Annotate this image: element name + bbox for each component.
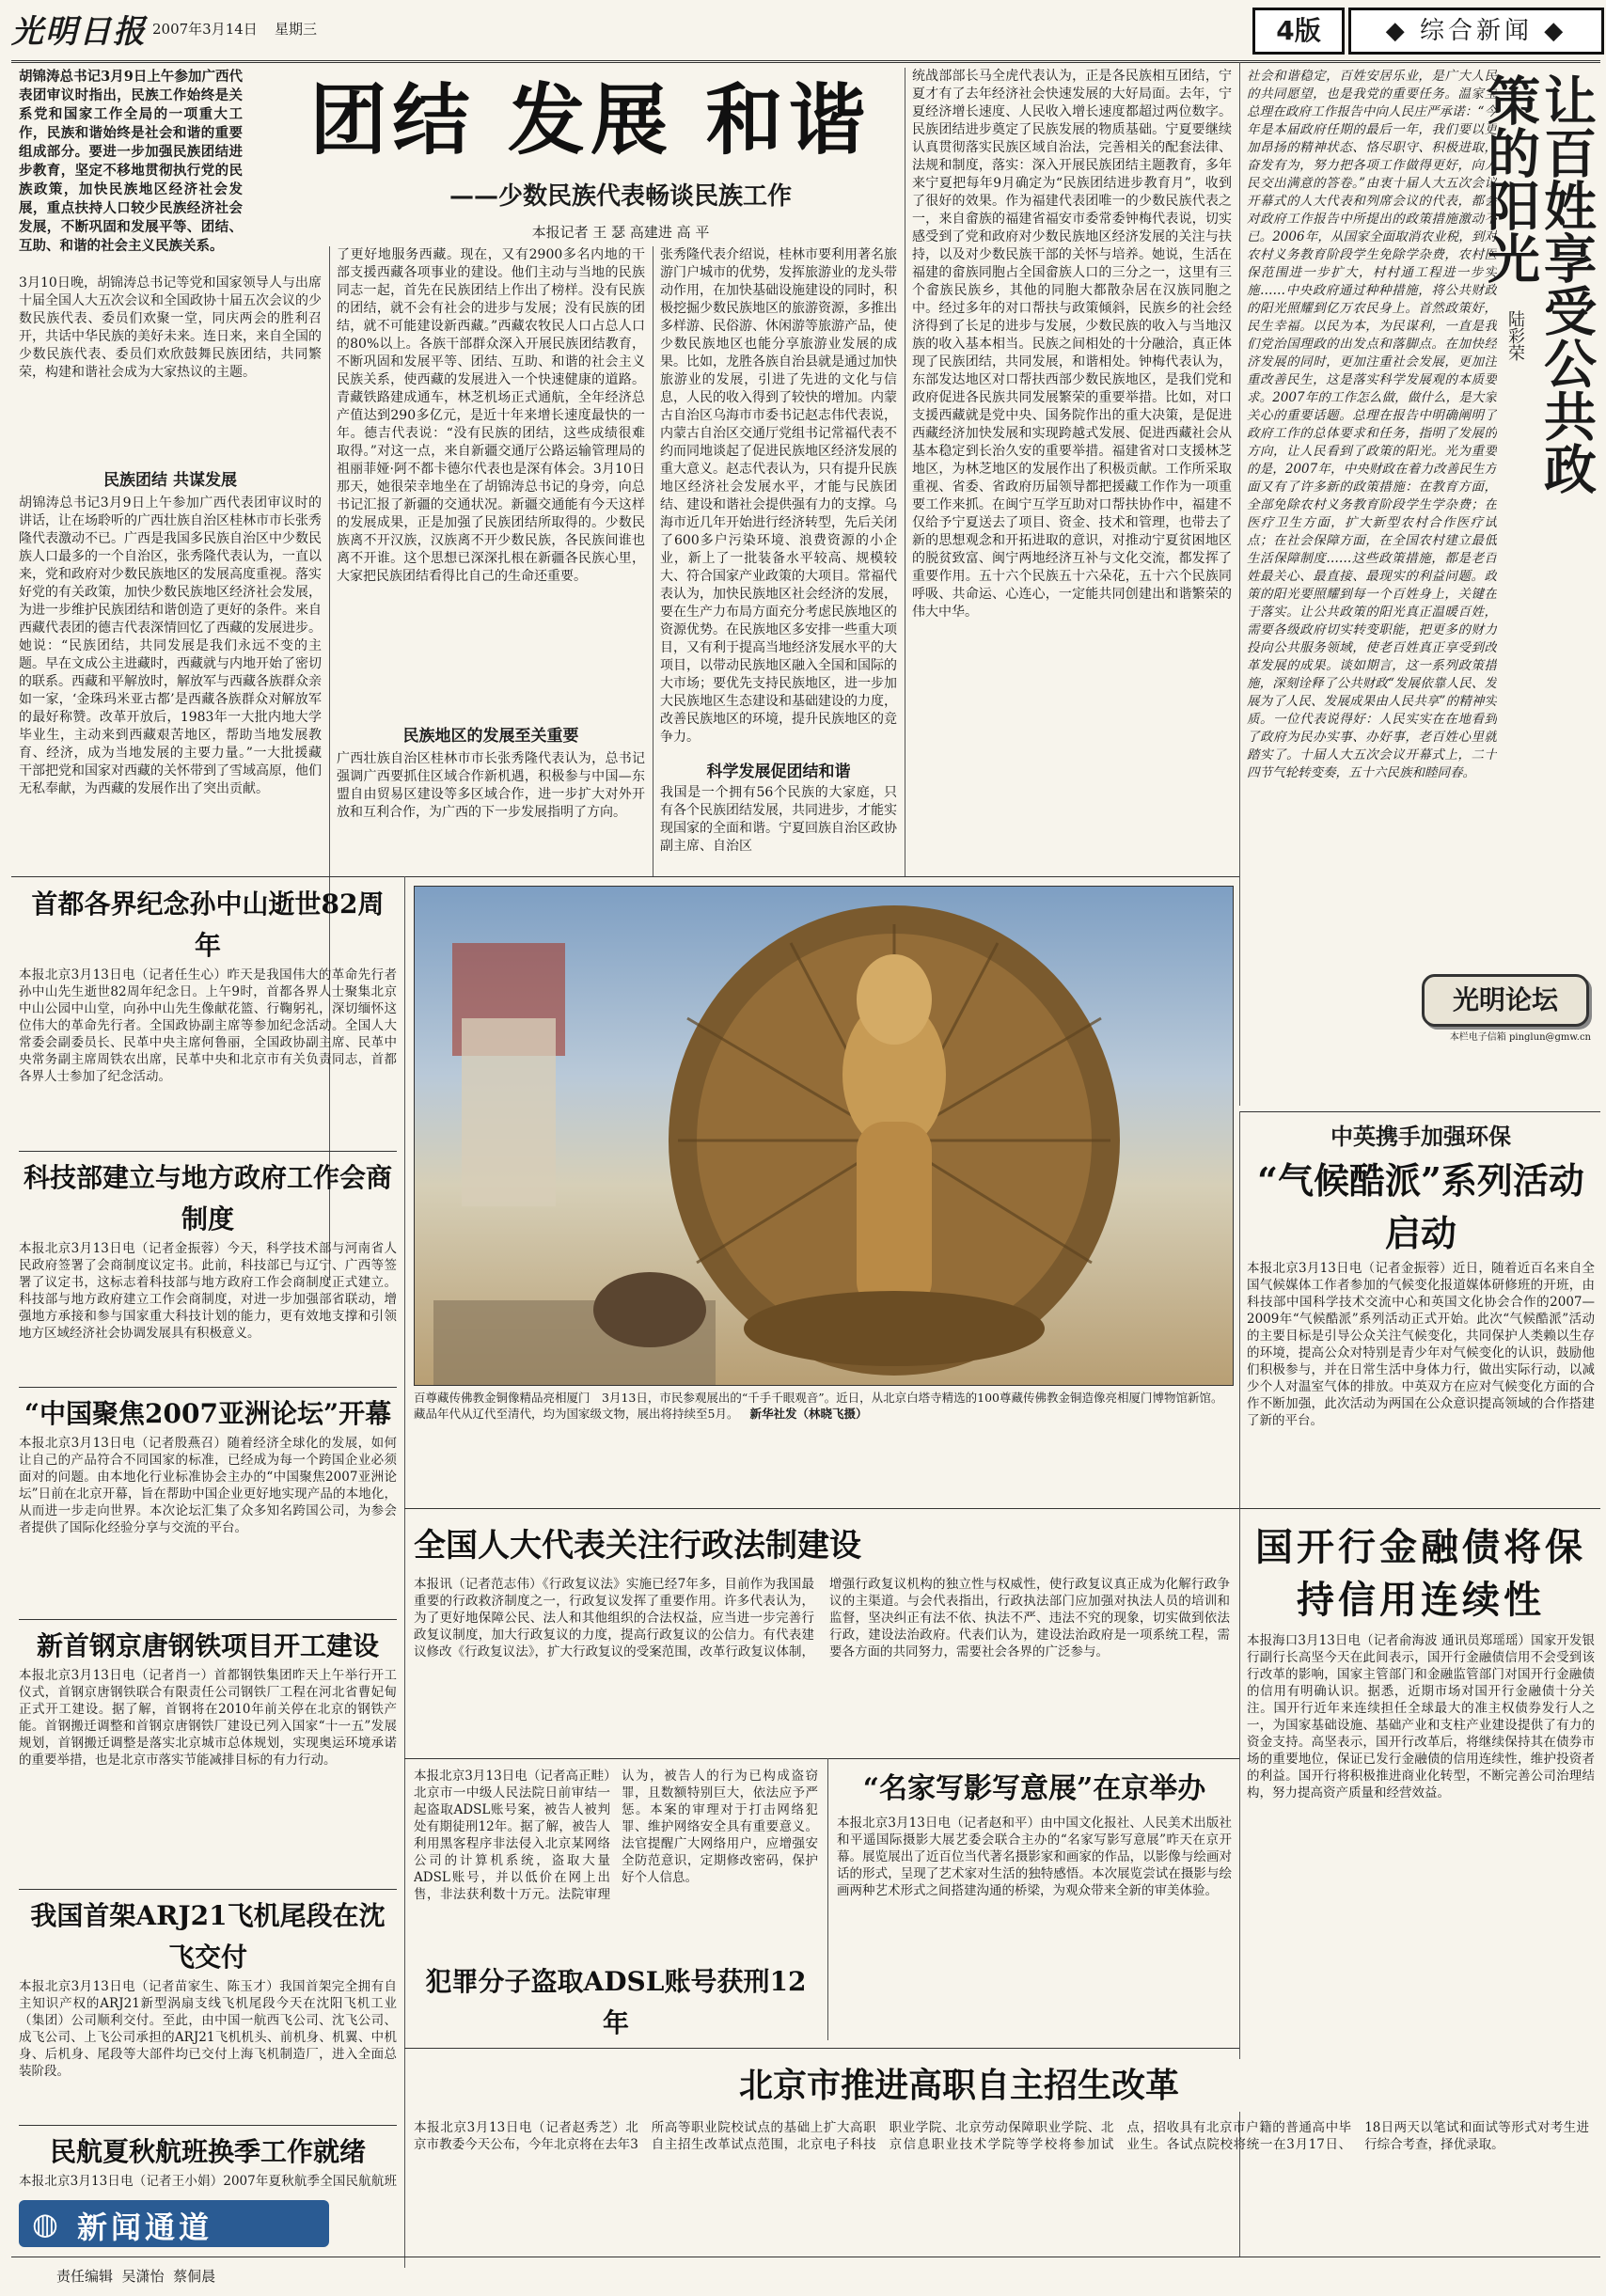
news-body: 本报海口3月13日电（记者俞海波 通讯员郑瑶瑶）国家开发银行副行长高坚今天在此间表示，国开行金融债信用不会受到该行改革的影响，国家主管部门和金融监管部门对国开行金融债的信用有明确认识。据悉，近期市场对国开行金融债十分关注。国开行近年来连续担任全球最大的准主权债券发行人之一，为国家基础设施、基础产业和支柱产业建设提供了有力的资金支持。高坚表示，国开行改革后，将继续保持其在债券市场的重要地位，保证已发行金融债的信用连续性，维护投资者的利益。国开行将积极推进商业化转型，不断完善公司治理结构，努力提高资产质量和经营效益。: [1247, 1633, 1595, 1801]
issue-weekday: 星期三: [275, 21, 318, 38]
lead-column-4: 统战部部长马全虎代表认为，正是各民族相互团结，宁夏才有了去年经济社会快速发展的大好局面。去年，宁夏经济增长速度、人民收入增长速度都超过两位数字。民族团结进步奠定了民族发展的物质基础。宁夏要继续认真贯彻落实民族区域自治法，完善相关的配套法律、法规和制度，落实：深入开展民族团结主题教育，多年来宁夏把每年9月确定为“民族团结进步教育月”，收到了很好的效果。作为福建代表团唯一的少数民族代表之一，来自畲族的福建省福安市委常委钟梅代表说，切实感受到了党和政府对少数民族地区经济发展的关注与扶持，以及对少数民族干部的关怀与培养。她说，生活在福建的畲族同胞占全国畲族人口的三分之一，这里有三个畲族民族乡，其他的同胞大都散杂居在汉族同胞之中。经过多年的对口帮扶与政策倾斜，民族乡的社会经济得到了长足的进步与发展，少数民族的收入与当地汉族的收入基本相当。民族之间相处的十分融洽，真正体现了民族团结，共同发展，和谐相处。钟梅代表认为，东部发达地区对口帮扶西部少数民族地区，是我们党和政府促进各民族共同发展繁荣的重要举措。比如，对口支援西藏就是党中央、国务院作出的重大决策，是促进西藏经济加快发展和实现跨越式发展、促进西藏社会从基本稳定到长治久安的重要举措。福建省对口支援林芝地区，为林芝地区的发展作出了积极贡献。工作所采取重视、省委、省政府历届领导都把援藏工作作为一项重要工作来抓。在闽宁互学互助对口帮扶协作中，福建不仅给予宁夏送去了项目、资金、技术和管理，也带去了新的思想观念和开拓进取的意识，对推动宁夏贫困地区的脱贫致富、闽宁两地经济互补与文化交流，都发挥了重要作用。五十六个民族五十六朵花，五十六个民族同呼吸、共命运、心连心，一定能共同创建出和谐繁荣的伟大中华。: [912, 69, 1232, 620]
news-body: 本报北京3月13日电（记者肖一）首都钢铁集团昨天上午举行开工仪式，首钢京唐钢铁联合有限责任公司钢铁厂工程在河北省曹妃甸正式开工建设。据了解，首钢将在2010年前关停在北京的钢铁产能。首钢搬迁调整和首钢京唐钢铁厂建设已列入国家“十一五”发展规划，首钢搬迁调整是落实北京城市总体规划，实现奥运环境承诺的重要举措，也是北京市落实节能减排目标的有力行动。: [19, 1668, 397, 1768]
photo-caption: [414, 1390, 1232, 1422]
lead-column-1b: 胡锦涛总书记3月9日上午参加广西代表团审议时的讲话，让在场聆听的广西壮族自治区桂林市市长张秀隆代表激动不已。广西是我国多民族自治区中少数民族人口最多的一个自治区，张秀隆代表认为，一直以来，党和政府对少数民族地区的发展高度重视。落实好党的有关政策，加快少数民族地区经济社会发展，为进一步维护民族团结和谐创造了更好的条件。来自西藏代表团的德吉代表深情回忆了西藏的发展进步。她说：“民族团结，共同发展是我们永远不变的主题。早在文成公主进藏时，西藏就与内地开始了密切的联系。西藏和平解放时，解放军与西藏各族群众亲如一家，‘金珠玛米亚古都’是西藏各族群众对解放军的最好称赞。改革开放后，1983年一大批内地大学毕业生，主动来到西藏艰苦地区，帮助当地发展教育、经济，成为当地发展的主要力量。”一大批援藏干部把党和国家对西藏的关怀带到了雪域高原，他们无私奉献，为西藏的发展作出了突出贡献。: [19, 495, 322, 796]
news-body: 本报北京3月13日电（记者苗家生、陈玉才）我国首架完全拥有自主知识产权的ARJ21新型涡扇支线飞机尾段今天在沈阳飞机工业（集团）公司顺利交付。至此，由中国一航西飞公司、沈飞公司、成飞公司、上飞公司承担的ARJ21飞机机头、前机身、机翼、中机身、后机身、尾段等大部件均已交付上海飞机制造厂，进入全面总装阶段。: [19, 1979, 397, 2079]
news-body: 本报北京3月13日电（记者金振蓉）近日，随着近百名来自全国气候媒体工作者参加的气候变化报道媒体研修班的开班，由科技部中国科学技术交流中心和英国文化协会合作的2007—2009年“气候酷派”系列活动正式开始。此次“气候酷派”活动的主要目标是引导公众关注气候变化，共同保护人类赖以生存的环境，提高公众对特别是青少年对气候变化的认识，鼓励他们积极参与，并在日常生活中身体力行，做出实际行动，以减少个人对温室气体的排放。中英双方在应对气候变化方面的合作不断加强，此次活动为两国在公众意识提高领域的合作搭建了新的平台。: [1247, 1261, 1595, 1428]
news-channel-label: 新闻通道: [77, 2210, 213, 2245]
section-rule: [11, 876, 1239, 877]
photo-caption-text: 百尊藏传佛教金铜像精品亮相厦门 3月13日，市民参观展出的“千手千眼观音”。近日，从北京白塔寺精选的100尊藏传佛教金铜造像亮相厦门博物馆新馆。藏品年代从辽代至清代，均为国家级文物，展出将持续至5月。: [414, 1391, 1223, 1421]
lead-column-2b: 广西壮族自治区桂林市市长张秀隆代表认为，总书记强调广西要抓住区域合作新机遇，积极参与中国—东盟自由贸易区建设等多区域合作，进一步扩大对外开放和互利合作，为广西的下一步发展指明了方向。: [337, 751, 645, 820]
news-headline: 国开行金融债将保持信用连续性: [1255, 1525, 1586, 1622]
news-headline: 我国首架ARJ21飞机尾段在沈飞交付: [30, 1900, 386, 1973]
lead-column-2a: 了更好地服务西藏。现在，又有2900多名内地的干部支援西藏各项事业的建设。他们主动与当地的民族同志一起，首先在民族团结上作出了榜样。没有民族的团结，就不会有社会的进步与发展；没有民族的团结，就不可能建设新西藏。”西藏农牧民人口占总人口的80%以上。各族干部群众深入开展民族团结教育，不断巩固和发展平等、团结、互助、和谐的社会主义民族关系，使西藏的发展进入一个快速健康的道路。青藏铁路建成通车，林芝机场正式通航，全年经济总产值达到290多亿元，是近十年来增长速度最快的一年。德吉代表说：“没有民族的团结，这些成绩很难取得。”对这一点，来自新疆交通厅公路运输管理局的祖丽菲娅·阿不都卡德尔代表也是深有体会。3月10日那天，她很荣幸地坐在了胡锦涛总书记的身旁，向总书记汇报了新疆的交通状况。新疆交通能有今天这样的发展成果，正是加强了民族团结所取得的。少数民族离不开汉族，汉族离不开少数民族，各民族间谁也离不开谁。这个思想已深深扎根在新疆各民族心里，大家把民族团结看得比自己的生命还重要。: [337, 247, 645, 584]
section-title: 综合新闻: [1419, 17, 1533, 45]
lead-subhead-3: 科学发展促团结和谐: [706, 763, 851, 781]
sidebar-author: [1504, 310, 1527, 361]
photo-credit: 新华社发（林晓飞摄）: [749, 1407, 868, 1421]
sidebar-title-text: 让百姓享受公共政策的阳光: [1479, 73, 1598, 495]
news-headline: 犯罪分子盗取ADSL账号获刑12年: [425, 1966, 807, 2038]
statue-illustration: [415, 887, 1233, 1385]
page-number: [1252, 8, 1345, 55]
news-headline: 新首钢京唐钢铁项目开工建设: [36, 1630, 379, 1661]
news-channel-logo: [19, 2200, 329, 2247]
issue-date: 2007年3月14日: [152, 21, 258, 38]
sidebar-author-text: 陆彩荣: [1505, 310, 1525, 361]
news-headline: 首都各界纪念孙中山逝世82周年: [31, 889, 385, 961]
section-rule: [1239, 1508, 1600, 1509]
left-news-column: [19, 884, 397, 2191]
column-rule: [827, 1758, 828, 2040]
globe-icon: ◍: [32, 2206, 58, 2241]
news-body: 本报北京3月13日电（记者王小娟）2007年夏秋航季全国民航航班: [19, 2174, 397, 2189]
forum-email: 本栏电子信箱 pinglun@gmw.cn: [1449, 1032, 1591, 1043]
masthead-rule: [11, 60, 1600, 63]
news-headline: 民航夏秋航班换季工作就绪: [49, 2136, 366, 2167]
news-headline: 科技部建立与地方政府工作会商制度: [23, 1162, 392, 1234]
news-kicker: 中英携手加强环保: [1330, 1123, 1511, 1150]
lead-intro: 胡锦涛总书记3月9日上午参加广西代表团审议时指出，民族工作始终是关系党和国家工作全局的一项重大工作，民族和谐始终是社会和谐的重要组成部分。要进一步加强民族团结进步教育，坚定不移地贯彻执行党的民族政策，加快民族地区经济社会发展，重点扶持人口较少民族经济社会发展，不断巩固和发展平等、团结、互助、和谐的社会主义民族关系。: [19, 69, 243, 254]
news-item: [19, 1393, 397, 1613]
news-body: 本报北京3月13日电（记者任生心）昨天是我国伟大的革命先行者孙中山先生逝世82周年纪念日。上午9时，首都各界人士聚集北京中山公园中山堂，向孙中山先生像献花篮、行鞠躬礼，深切缅怀这位伟大的革命先行者。全国政协副主席等参加纪念活动。全国人大常委会副委员长、民革中央主席何鲁丽，全国政协副主席、民革中央常务副主席周铁农出席，民革中央和北京市有关负责同志，首都各界人士参加了纪念活动。: [19, 967, 397, 1084]
lead-subhead-2: 民族地区的发展至关重要: [402, 727, 579, 746]
diamond-icon: ◆: [1544, 17, 1567, 45]
column-rule: [1239, 62, 1240, 1106]
news-headline: “名家写影写意展”在京举办: [862, 1772, 1206, 1805]
masthead-title: 光明日报: [11, 13, 147, 51]
news-item: [19, 884, 397, 1145]
news-body: 本报北京3月13日电（记者金振蓉）今天，科学技术部与河南省人民政府签署了会商制度议定书。此前，科技部已与辽宁、广西等签署了议定书，这标志着科技部与地方政府工作会商制度正式建立。科技部与地方政府建立工作会商制度，对进一步加强部省联动，增强地方承接和参与国家重大科技计划的能力，更有效地支撑和引领地方区域经济社会协调发展具有积极意义。: [19, 1241, 397, 1341]
news-headline: 全国人大代表关注行政法制建设: [414, 1527, 861, 1565]
news-item: [19, 1626, 397, 1883]
section-banner: [1348, 8, 1604, 55]
lead-byline: 本报记者 王 瑟 高建进 高 平: [531, 224, 710, 241]
section-rule: [404, 2048, 1239, 2049]
lead-subhead-1: 民族团结 共谋发展: [103, 471, 237, 490]
page-number-text: 4版: [1276, 15, 1321, 46]
forum-label: 光明论坛: [1452, 984, 1558, 1015]
news-headline: 北京市推进高职自主招生改革: [602, 2059, 1316, 2112]
lead-column-3a: 张秀隆代表介绍说，桂林市要利用著名旅游门户城市的优势，发挥旅游业的龙头带动作用，在加快基础设施建设的同时，积极挖掘少数民族地区的旅游资源，多推出多样游、民俗游、休闲游等旅游产品，使少数民族地区也能分享旅游业发展的成果。比如，龙胜各族自治县就是通过加快旅游业的发展，引进了先进的文化与信息，人民的收入得到了较快的增加。内蒙古自治区乌海市市委书记赵志伟代表说，内蒙古自治区交通厅党组书记常福代表不约而同地谈起了促进民族地区经济发展的重大意义。赵志代表认为，只有提升民族地区经济社会发展水平，才能与民族团结、建设和谐社会提供强有力的支撑。乌海市近几年开始进行经济转型，先后关闭了600多户污染环境、浪费资源的小企业，新上了一批装备水平较高、规模较大、符合国家产业政策的大项目。常福代表认为，加快民族地区社会经济的发展，要在生产力布局方面充分考虑民族地区的资源优势。在民族地区多安排一些重大项目，又有利于提高当地经济发展水平的大项目，以带动民族地区融入全国和国际的大市场；要优先支持民族地区，进一步加大民族地区生态建设和基础建设的力度，改善民族地区的环境，提升民族地区的竞争力。: [660, 247, 897, 745]
section-rule: [404, 1508, 1239, 1509]
news-body: 本报北京3月13日电（记者殷燕召）随着经济全球化的发展，如何让自己的产品符合不同国家的标准，已经成为每一个跨国企业必须面对的问题。由本地化行业标准协会主办的“中国聚焦2007亚洲论坛”日前在北京开幕，旨在帮助中国企业更好地实现产品的本地化，从而进一步走向世界。本次论坛汇集了众多知名跨国公司，为参会者提供了国际化经验分享与交流的平台。: [19, 1436, 397, 1535]
news-body: 本报讯（记者范志伟）《行政复议法》实施已经7年多，目前作为我国最重要的行政救济制度之一，行政复议发挥了重要作用。许多代表认为，为了更好地保障公民、法人和其他组织的合法权益，应当进一步完善行政复议制度，加大行政复议的力度，提高行政复议的公信力。有代表建议修改《行政复议法》，扩大行政复议的受案范围，改革行政复议体制，增强行政复议机构的独立性与权威性，使行政复议真正成为化解行政争议的主渠道。与会代表指出，行政执法部门应加强对执法人员的培训和监督，坚决纠正有法不依、执法不严、违法不究的现象，切实做到依法行政，建设法治政府。代表们认为，建设法治政府是一项系统工程，需要各方面的共同努力，需要社会各界的广泛参与。: [414, 1577, 1230, 1659]
news-item: [19, 1157, 397, 1381]
section-rule: [404, 1758, 1239, 1759]
news-item: [19, 2131, 397, 2191]
right-news-1: [1247, 1119, 1595, 1504]
lead-column-3b: 我国是一个拥有56个民族的大家庭，只有各个民族团结发展，共同进步，才能实现国家的全面和谐。宁夏回族自治区政协副主席、自治区: [660, 785, 897, 854]
masthead: [11, 0, 1600, 58]
section-rule: [1239, 1111, 1600, 1112]
news-item: [19, 1895, 397, 2119]
news-headline: “气候酷派”系列活动启动: [1257, 1159, 1584, 1254]
lead-subtitle: ——少数民族代表畅谈民族工作: [449, 182, 792, 211]
editor-credits: 责任编辑 吴潇怡 蔡侗晨: [56, 2268, 216, 2285]
guanyin-photo: [414, 886, 1234, 1386]
lead-headline: 团结 发展 和谐: [309, 75, 872, 165]
lead-column-1a: 3月10日晚，胡锦涛总书记等党和国家领导人与出席十届全国人大五次会议和全国政协十届五次会议的少数民族代表、委员们欢聚一堂，同庆两会的胜利召开，共话中华民族的美好未来。连日来，来自全国的少数民族代表、委员们欢欣鼓舞民族团结，共同繁荣，构建和谐社会成为大家热议的主题。: [19, 275, 322, 380]
news-headline: “中国聚焦2007亚洲论坛”开幕: [24, 1398, 392, 1429]
news-body: 本报北京3月13日电（记者高正畦）北京市一中级人民法院日前审结一起盗取ADSL账号案，被告人被判处有期徒刑12年。据了解，被告人利用黑客程序非法侵入北京某网络公司的计算机系统，盗取大量ADSL账号，并以低价在网上出售，非法获利数十万元。法院审理认为，被告人的行为已构成盗窃罪，且数额特别巨大，依法应予严惩。本案的审理对于打击网络犯罪、维护网络安全具有重要意义。法官提醒广大网络用户，应增强安全防范意识，定期修改密码，保护好个人信息。: [414, 1769, 818, 1902]
news-body: 本报北京3月13日电（记者赵秀芝）北京市教委今天公布，今年北京将在去年3所高等职业院校试点的基础上扩大高职自主招生改革试点范围，北京电子科技职业学院、北京劳动保障职业学院、北京信息职业技术学院等学校将参加试点，招收具有北京市户籍的普通高中毕业生。各试点院校将统一在3月17日、18日两天以笔试和面试等形式对考生进行综合考查，择优录取。: [414, 2120, 1589, 2152]
sidebar-body: 社会和谐稳定，百姓安居乐业，是广大人民的共同愿望，也是我党的重要任务。温家宝总理在政府工作报告中向人民庄严承诺：“今年是本届政府任期的最后一年，我们要以更加昂扬的精神状态、恪尽职守、积极进取，奋发有为，努力把各项工作做得更好，向人民交出满意的答卷。”由衷十届人大五次会议开幕式的人大代表和列席会议的代表，都会对政府工作报告中所提出的政策措施激动不已。2006年，从国家全面取消农业税，到对农村义务教育阶段学生免除学杂费，农村医保范围进一步扩大，村村通工程进一步实施……中央政府通过种种措施，将公共财政的阳光照耀到亿万农民身上。首然政策好，民生幸福。以民为本，为民谋利，一直是我们党治国理政的出发点和落脚点。在加快经济发展的同时，更加注重社会发展，更加注重改善民生，这是落实科学发展观的本质要求。2007年的工作怎么做，做什么，是大家关心的重要话题。总理在报告中明确阐明了政府工作的总体要求和任务，指明了发展的方向，让人民看到了政策的阳光。光为重要的是，2007年，中央财政在着力改善民生方面又有了许多新的政策措施：在教育方面，全部免除农村义务教育阶段学生学杂费；在医疗卫生方面，扩大新型农村合作医疗试点；在社会保障方面，在全国农村建立最低生活保障制度……这些政策措施，都是老百姓最关心、最直接、最现实的利益问题。政策的阳光要照耀到每一个百姓身上，关键在于落实。让公共政策的阳光真正温暖百姓，需要各级政府切实转变职能，把更多的财力投向公共服务领域，使老百姓真正享受到改革发展的成果。谈如期言，这一系列政策措施，深刻诠释了公共财政“发展依靠人民、发展为了人民、发展成果由人民共享”的精神实质。一位代表说得好：人民实实在在地看到了政府为民办实事、办好事，老百姓心里就踏实了。十届人大五次会议开幕式上，二十四节气轮转变奏，五十六民族和睦同春。: [1247, 69, 1497, 780]
column-rule: [404, 876, 405, 2268]
news-body: 本报北京3月13日电（记者赵和平）由中国文化报社、人民美术出版社和平遥国际摄影大展艺委会联合主办的“名家写影写意展”昨天在京开幕。展览展出了近百位当代著名摄影家和画家的作品，以影像与绘画对话的形式，呈现了艺术家对生活的独特感悟。本次展览尝试在摄影与绘画两种艺术形式之间搭建沟通的桥梁，为观众带来全新的审美体验。: [837, 1816, 1232, 1898]
forum-badge: [1422, 974, 1589, 1027]
diamond-icon: ◆: [1385, 17, 1409, 45]
